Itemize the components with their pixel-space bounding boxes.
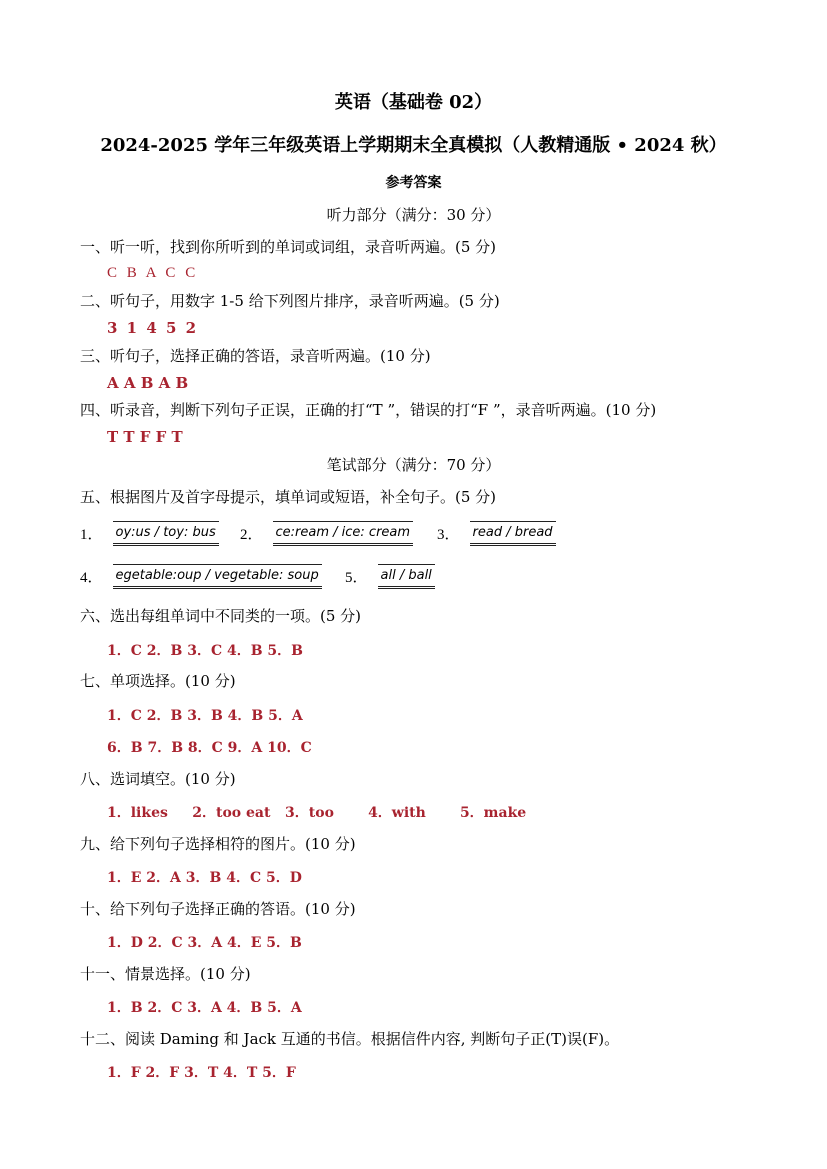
q2-answers: 3 1 4 5 2 bbox=[107, 319, 197, 337]
q5-item-2 bbox=[240, 521, 413, 546]
answer-heading: 参考答案 bbox=[385, 175, 442, 191]
q6-answers: 1．C 2．B 3．C 4．B 5．B bbox=[107, 643, 303, 659]
q12-title: 十二、阅读 Daming 和 Jack 互通的书信。根据信件内容, 判断句子正(T)误(F)。 bbox=[80, 1030, 620, 1048]
q3-title: 三、听句子，选择正确的答语，录音听两遍。(10 分) bbox=[80, 347, 431, 365]
q10-answers: 1．D 2．C 3．A 4．E 5．B bbox=[107, 935, 302, 951]
q3-answers: A A B A B bbox=[107, 374, 189, 392]
q5-item-number: 2． bbox=[240, 527, 263, 543]
q5-item-number: 1． bbox=[80, 527, 103, 543]
q5-item-4 bbox=[80, 564, 322, 589]
q7-answers-row-1: 1．C 2．B 3．B 4．B 5．A bbox=[107, 708, 303, 724]
q9-answers: 1．E 2．A 3．B 4．C 5．D bbox=[107, 870, 302, 886]
q7-answers-row-2: 6．B 7．B 8．C 9．A 10．C bbox=[107, 740, 312, 756]
handwritten-answer: egetable:oup / vegetable: soup bbox=[113, 564, 322, 589]
q10-title: 十、给下列句子选择正确的答语。(10 分) bbox=[80, 900, 356, 918]
handwritten-answer: ce:ream / ice: cream bbox=[273, 521, 414, 546]
q5-item-5 bbox=[345, 564, 435, 589]
q7-title: 七、单项选择。(10 分) bbox=[80, 672, 236, 690]
handwritten-answer: all / ball bbox=[378, 564, 435, 589]
page-subtitle: 2024-2025 学年三年级英语上学期期末全真模拟（人教精通版 • 2024 秋） bbox=[100, 135, 727, 156]
q4-answers: T T F F T bbox=[107, 428, 183, 446]
q5-item-number: 3． bbox=[437, 527, 460, 543]
q5-item-number: 4． bbox=[80, 570, 103, 586]
q4-title: 四、听录音，判断下列句子正误，正确的打“T ”，错误的打“F ”，录音听两遍。(10 分) bbox=[80, 401, 657, 419]
q6-title: 六、选出每组单词中不同类的一项。(5 分) bbox=[80, 607, 362, 625]
q9-title: 九、给下列句子选择相符的图片。(10 分) bbox=[80, 835, 356, 853]
listening-heading: 听力部分（满分：30 分） bbox=[326, 206, 501, 224]
q1-title: 一、听一听，找到你所听到的单词或词组，录音听两遍。(5 分) bbox=[80, 238, 497, 256]
q12-answers: 1．F 2．F 3．T 4．T 5．F bbox=[107, 1065, 296, 1081]
handwritten-answer: oy:us / toy: bus bbox=[113, 521, 219, 546]
q5-item-3 bbox=[437, 521, 556, 546]
page-title: 英语（基础卷 02） bbox=[334, 92, 493, 113]
q11-title: 十一、情景选择。(10 分) bbox=[80, 965, 251, 983]
q5-title: 五、根据图片及首字母提示，填单词或短语，补全句子。(5 分) bbox=[80, 488, 497, 506]
writing-heading: 笔试部分（满分：70 分） bbox=[326, 456, 501, 474]
q8-answers: 1．likes 2．too eat 3．too 4．with 5．make bbox=[107, 805, 527, 821]
q8-title: 八、选词填空。(10 分) bbox=[80, 770, 236, 788]
q11-answers: 1．B 2．C 3．A 4．B 5．A bbox=[107, 1000, 302, 1016]
q1-answers: C B A C C bbox=[107, 265, 196, 281]
q5-item-1 bbox=[80, 521, 219, 546]
handwritten-answer: read / bread bbox=[470, 521, 556, 546]
q5-item-number: 5． bbox=[345, 570, 368, 586]
q2-title: 二、听句子，用数字 1-5 给下列图片排序，录音听两遍。(5 分) bbox=[80, 292, 500, 310]
